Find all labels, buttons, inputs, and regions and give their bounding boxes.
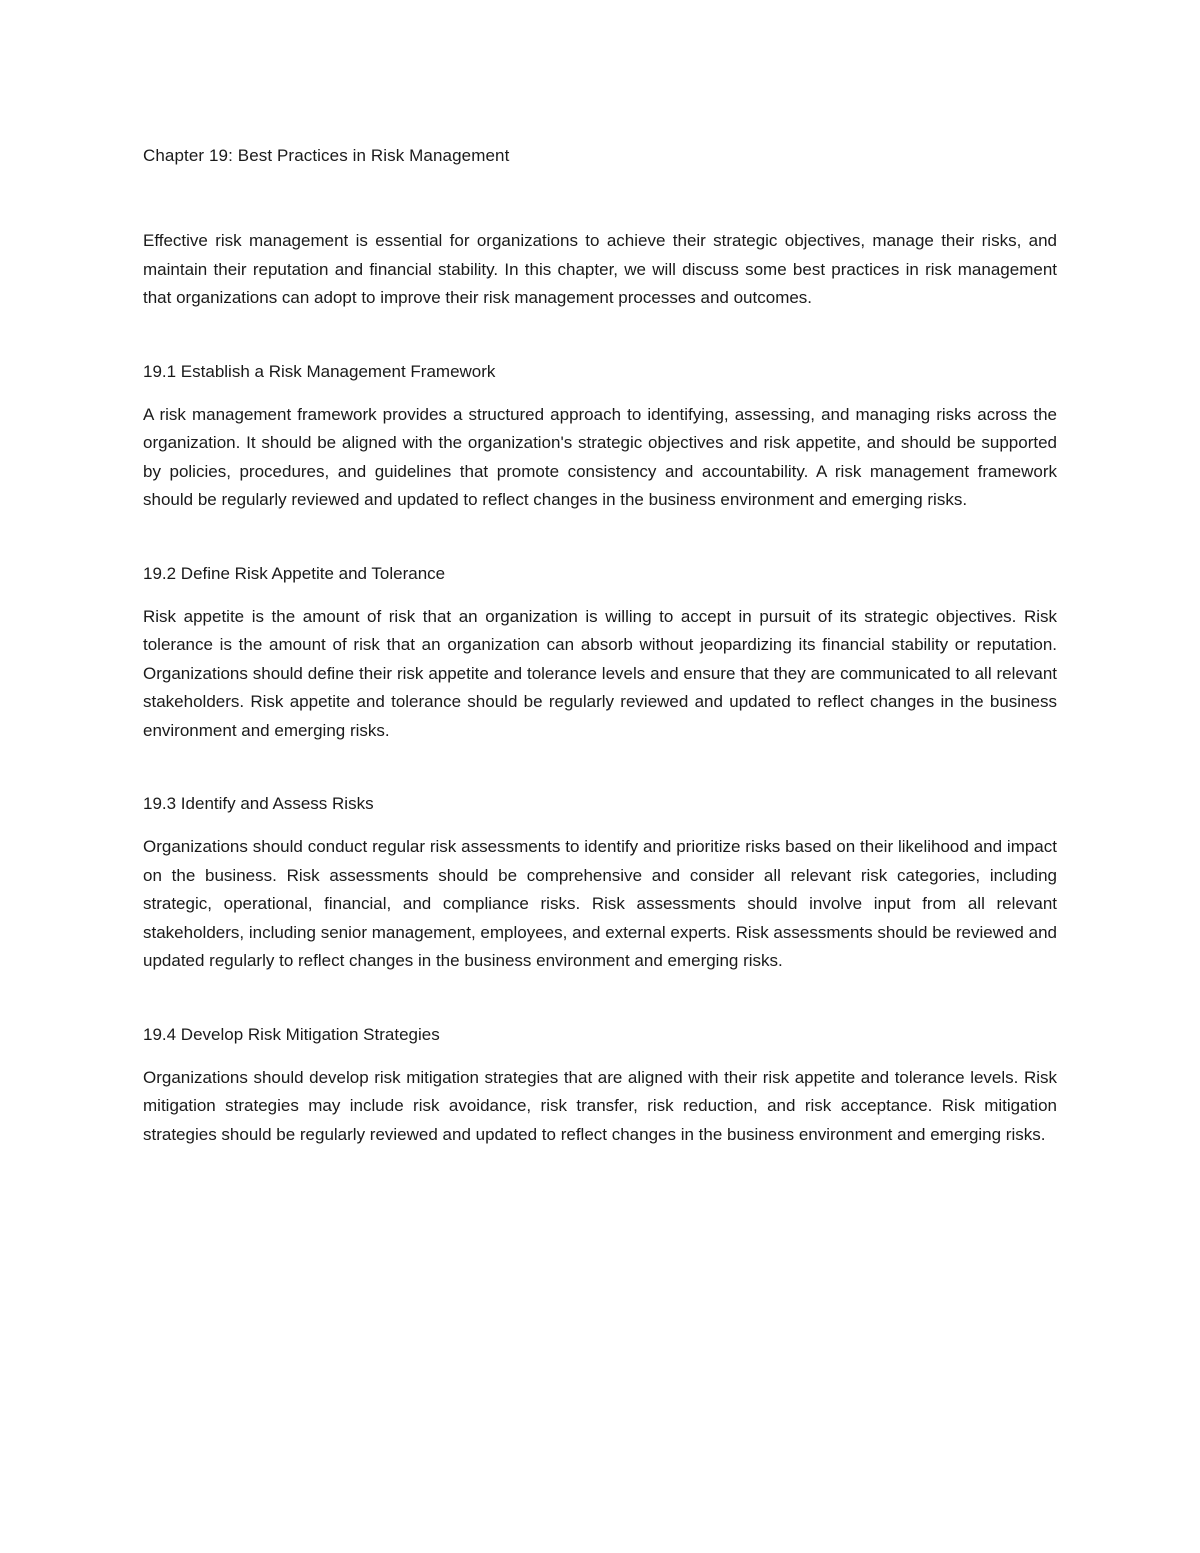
section-heading: 19.1 Establish a Risk Management Framework	[143, 361, 496, 381]
chapter-title: Chapter 19: Best Practices in Risk Management	[143, 146, 510, 165]
section-19-3	[143, 789, 1057, 976]
section-paragraph: Organizations should conduct regular risk assessments to identify and prioritize risks based on their likelihood and impact on the business. Risk assessments should be comprehensive and consider all relevant risk categories, including strategic, operational, financial, and compliance risks. Risk assessments should involve input from all relevant stakeholders, including senior management, employees, and external experts. Risk assessments should be reviewed and updated regularly to reflect changes in the business environment and emerging risks.	[143, 837, 1057, 970]
section-paragraph: Risk appetite is the amount of risk that an organization is willing to accept in pursuit of its strategic objectives. Risk tolerance is the amount of risk that an organization can absorb without jeopardizing its financial stability or reputation. Organizations should define their risk appetite and tolerance levels and ensure that they are communicated to all relevant stakeholders. Risk appetite and tolerance should be regularly reviewed and updated to reflect changes in the business environment and emerging risks.	[143, 606, 1057, 740]
section-19-2	[143, 559, 1057, 746]
section-paragraph: A risk management framework provides a structured approach to identifying, assessing, and managing risks across the organization. It should be aligned with the organization's strategic objectives and risk appetite, and should be supported by policies, procedures, and guidelines that promote consistency and accountability. A risk management framework should be regularly reviewed and updated to reflect changes in the business environment and emerging risks.	[143, 404, 1057, 509]
section-heading: 19.2 Define Risk Appetite and Tolerance	[143, 563, 446, 583]
section-paragraph: Organizations should develop risk mitigation strategies that are aligned with their risk appetite and tolerance levels. Risk mitigation strategies may include risk avoidance, risk transfer, risk reduction, and risk acceptance. Risk mitigation strategies should be regularly reviewed and updated to reflect changes in the business environment and emerging risks.	[143, 1067, 1057, 1144]
section-19-1	[143, 357, 1057, 515]
section-19-4	[143, 1020, 1057, 1150]
document-content	[143, 141, 1057, 1149]
intro-paragraph: Effective risk management is essential for organizations to achieve their strategic objectives, manage their risks, and maintain their reputation and financial stability. In this chapter, we will discuss some best practices in risk management that organizations can adopt to improve their risk management processes and outcomes.	[143, 231, 1057, 307]
section-heading: 19.4 Develop Risk Mitigation Strategies	[143, 1024, 440, 1044]
section-heading: 19.3 Identify and Assess Risks	[143, 794, 374, 813]
